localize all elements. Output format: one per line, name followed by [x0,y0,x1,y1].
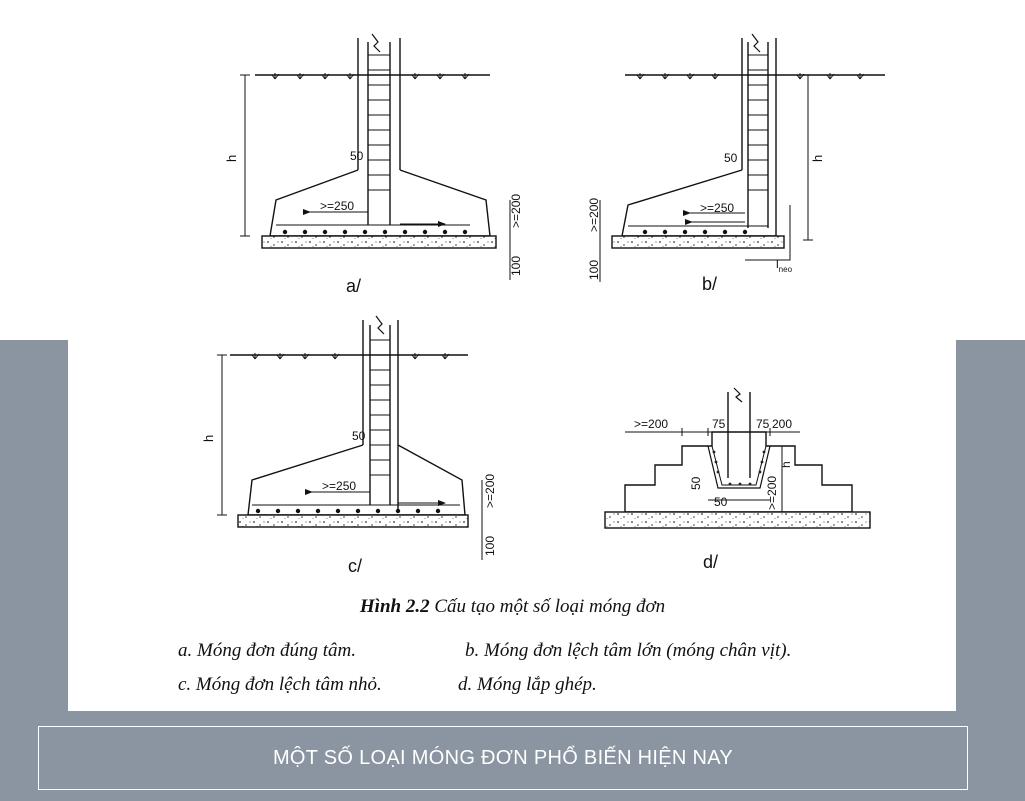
title-banner [38,726,968,790]
d-dim-75b: 75 [756,417,770,431]
c-dim-250: >=250 [322,479,357,493]
caption-c: c. Móng đơn lệch tâm nhỏ. [178,674,382,695]
d-dim-200a: >=200 [634,417,669,431]
a-dim-250: >=250 [320,199,355,213]
d-label: d/ [703,552,719,572]
b-dim-50: 50 [724,151,738,165]
diagram-c [217,316,482,560]
c-dim-100: 100 [483,535,497,556]
diagram-b [600,34,885,282]
caption-d: d. Móng lắp ghép. [458,674,597,695]
b-dim-h: h [810,154,825,162]
diagram-a [240,34,510,280]
a-dim-50: 50 [350,149,364,163]
d-dim-75a: 75 [712,417,726,431]
figure-title [0,596,1025,618]
caption-a: a. Móng đơn đúng tâm. [178,640,356,661]
b-dim-100: 100 [587,259,601,280]
figure-number: Hình 2.2 [359,596,430,617]
caption-b: b. Móng đơn lệch tâm lớn (móng chân vịt). [465,640,792,661]
a-dim-200: >=200 [509,193,523,228]
d-dim-h: h [779,461,793,468]
d-dim-50a: 50 [689,476,703,490]
c-dim-h: h [201,434,216,442]
banner-text: MỘT SỐ LOẠI MÓNG ĐƠN PHỔ BIẾN HIỆN NAY [272,746,734,769]
c-dim-50: 50 [352,429,366,443]
d-dim-200b: 200 [772,417,793,431]
b-label: b/ [702,274,718,294]
a-label: a/ [346,276,362,296]
b-dim-l: $l_{neo}$ [776,257,793,274]
d-dim-50b: 50 [714,495,728,509]
a-dim-100: 100 [509,255,523,276]
b-dim-250: >=250 [700,201,735,215]
figure-title-text: Cấu tạo một số loại móng đơn [429,596,666,617]
c-label: c/ [348,556,363,576]
d-dim-200c: >=200 [765,475,779,510]
c-dim-200: >=200 [483,473,497,508]
a-dim-h: h [224,154,239,162]
diagram-d [605,388,870,528]
b-dim-200: >=200 [587,197,601,232]
